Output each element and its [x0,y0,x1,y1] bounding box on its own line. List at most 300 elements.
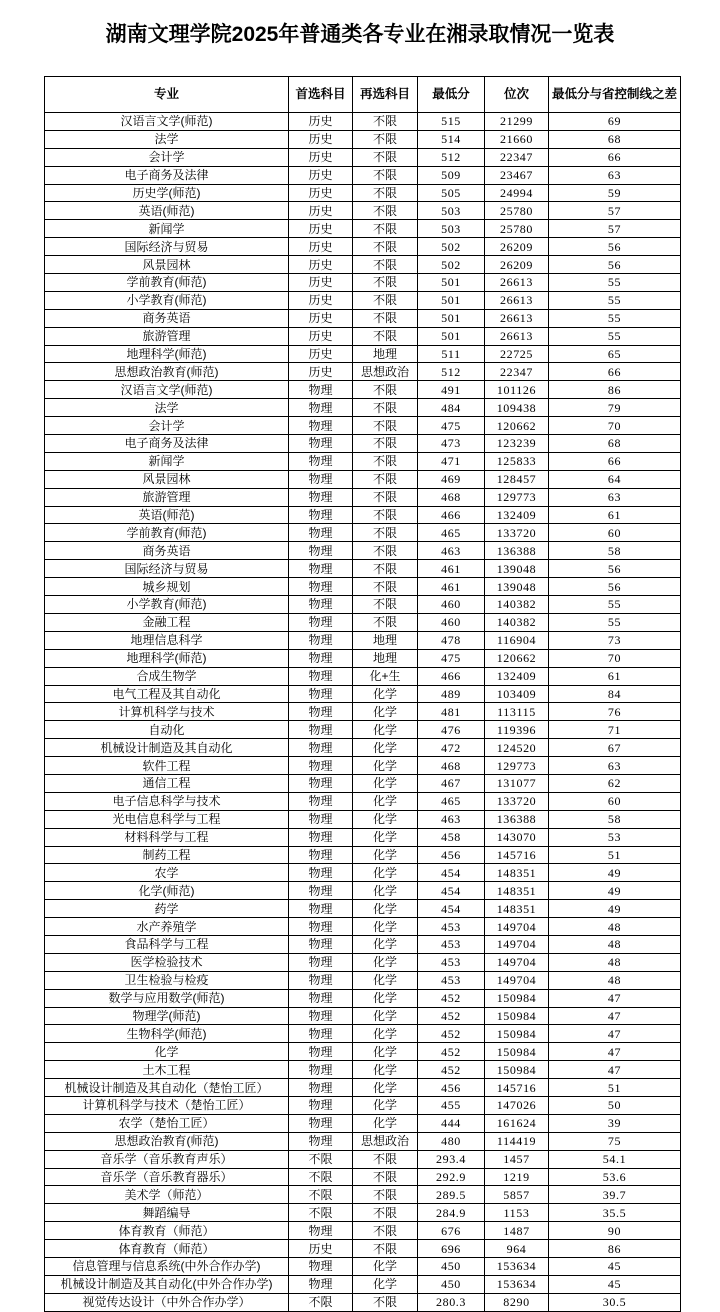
table-header [45,77,681,113]
cell-second-subject: 不限 [353,1150,418,1168]
cell-diff: 47 [549,1025,681,1043]
cell-first-subject: 物理 [289,739,353,757]
cell-second-subject: 化学 [353,846,418,864]
cell-min-score: 696 [418,1240,485,1258]
cell-major: 食品科学与工程 [45,935,289,953]
cell-min-score: 471 [418,452,485,470]
cell-major: 小学教育(师范) [45,291,289,309]
cell-diff: 69 [549,113,681,131]
cell-first-subject: 物理 [289,381,353,399]
table-row [45,291,681,309]
cell-major: 体育教育（师范） [45,1240,289,1258]
cell-first-subject: 物理 [289,649,353,667]
cell-min-score: 456 [418,1079,485,1097]
cell-major: 思想政治教育(师范) [45,363,289,381]
cell-first-subject: 物理 [289,435,353,453]
table-row [45,166,681,184]
table-row [45,935,681,953]
cell-second-subject: 不限 [353,381,418,399]
cell-first-subject: 历史 [289,166,353,184]
column-header-major: 专业 [45,77,289,113]
cell-min-score: 468 [418,488,485,506]
cell-major: 计算机科学与技术 [45,703,289,721]
cell-rank: 150984 [485,1061,549,1079]
cell-diff: 86 [549,381,681,399]
cell-rank: 150984 [485,1025,549,1043]
cell-first-subject: 物理 [289,882,353,900]
cell-rank: 139048 [485,578,549,596]
cell-min-score: 511 [418,345,485,363]
cell-second-subject: 化学 [353,810,418,828]
cell-major: 舞蹈编导 [45,1204,289,1222]
cell-min-score: 454 [418,864,485,882]
cell-min-score: 503 [418,220,485,238]
table-row [45,1186,681,1204]
table-row [45,918,681,936]
cell-major: 机械设计制造及其自动化（楚怡工匠） [45,1079,289,1097]
cell-second-subject: 化学 [353,774,418,792]
cell-major: 旅游管理 [45,488,289,506]
cell-major: 法学 [45,399,289,417]
cell-min-score: 463 [418,542,485,560]
cell-second-subject: 化学 [353,900,418,918]
table-row [45,327,681,345]
admissions-table-container [44,76,680,1312]
cell-second-subject: 不限 [353,488,418,506]
cell-rank: 5857 [485,1186,549,1204]
cell-first-subject: 物理 [289,810,353,828]
cell-first-subject: 物理 [289,864,353,882]
cell-min-score: 460 [418,613,485,631]
cell-second-subject: 思想政治 [353,1132,418,1150]
cell-second-subject: 化学 [353,828,418,846]
table-row [45,560,681,578]
cell-first-subject: 物理 [289,613,353,631]
cell-second-subject: 化学 [353,757,418,775]
column-header-diff: 最低分与省控制线之差 [549,77,681,113]
cell-min-score: 514 [418,130,485,148]
cell-first-subject: 物理 [289,667,353,685]
cell-major: 小学教育(师范) [45,596,289,614]
table-row [45,148,681,166]
cell-second-subject: 化学 [353,1258,418,1276]
table-row [45,542,681,560]
table-row [45,488,681,506]
cell-rank: 964 [485,1240,549,1258]
cell-first-subject: 物理 [289,757,353,775]
cell-rank: 22347 [485,148,549,166]
cell-major: 会计学 [45,417,289,435]
table-row [45,1168,681,1186]
table-row [45,989,681,1007]
cell-rank: 124520 [485,739,549,757]
cell-first-subject: 物理 [289,1132,353,1150]
cell-diff: 63 [549,166,681,184]
cell-first-subject: 历史 [289,309,353,327]
table-row [45,113,681,131]
cell-first-subject: 物理 [289,1079,353,1097]
cell-second-subject: 化学 [353,1043,418,1061]
cell-major: 视觉传达设计（中外合作办学） [45,1293,289,1311]
cell-first-subject: 物理 [289,918,353,936]
cell-rank: 136388 [485,542,549,560]
cell-rank: 26613 [485,327,549,345]
cell-major: 电子商务及法律 [45,435,289,453]
cell-diff: 90 [549,1222,681,1240]
table-row [45,578,681,596]
cell-rank: 153634 [485,1275,549,1293]
cell-first-subject: 物理 [289,828,353,846]
cell-min-score: 676 [418,1222,485,1240]
cell-min-score: 501 [418,274,485,292]
cell-diff: 64 [549,470,681,488]
cell-min-score: 512 [418,148,485,166]
cell-major: 英语(师范) [45,506,289,524]
table-row [45,238,681,256]
cell-rank: 148351 [485,864,549,882]
cell-rank: 21299 [485,113,549,131]
cell-second-subject: 不限 [353,435,418,453]
cell-major: 医学检验技术 [45,953,289,971]
cell-diff: 56 [549,256,681,274]
cell-major: 学前教育(师范) [45,524,289,542]
table-row [45,524,681,542]
table-row [45,1222,681,1240]
cell-diff: 56 [549,238,681,256]
cell-major: 风景园林 [45,470,289,488]
table-row [45,667,681,685]
cell-rank: 129773 [485,757,549,775]
cell-rank: 23467 [485,166,549,184]
cell-diff: 60 [549,524,681,542]
cell-diff: 55 [549,309,681,327]
cell-rank: 149704 [485,971,549,989]
table-row [45,882,681,900]
cell-diff: 55 [549,291,681,309]
cell-rank: 149704 [485,918,549,936]
cell-second-subject: 不限 [353,256,418,274]
cell-rank: 150984 [485,1043,549,1061]
cell-diff: 73 [549,631,681,649]
cell-second-subject: 不限 [353,613,418,631]
cell-diff: 51 [549,1079,681,1097]
cell-second-subject: 化+生 [353,667,418,685]
cell-min-score: 293.4 [418,1150,485,1168]
cell-second-subject: 化学 [353,971,418,989]
cell-diff: 58 [549,542,681,560]
cell-first-subject: 物理 [289,953,353,971]
cell-min-score: 467 [418,774,485,792]
cell-diff: 70 [549,649,681,667]
cell-major: 金融工程 [45,613,289,631]
table-row [45,1204,681,1222]
cell-min-score: 444 [418,1114,485,1132]
cell-first-subject: 物理 [289,1096,353,1114]
cell-min-score: 450 [418,1275,485,1293]
table-row [45,399,681,417]
cell-first-subject: 物理 [289,1222,353,1240]
cell-first-subject: 物理 [289,631,353,649]
cell-first-subject: 历史 [289,238,353,256]
cell-second-subject: 化学 [353,989,418,1007]
cell-major: 音乐学（音乐教育器乐） [45,1168,289,1186]
cell-min-score: 503 [418,202,485,220]
cell-first-subject: 物理 [289,417,353,435]
cell-second-subject: 不限 [353,148,418,166]
cell-second-subject: 化学 [353,1025,418,1043]
cell-first-subject: 历史 [289,256,353,274]
cell-first-subject: 历史 [289,327,353,345]
cell-min-score: 453 [418,935,485,953]
cell-rank: 101126 [485,381,549,399]
cell-first-subject: 物理 [289,506,353,524]
table-row [45,1007,681,1025]
cell-diff: 55 [549,274,681,292]
cell-first-subject: 物理 [289,1114,353,1132]
cell-diff: 35.5 [549,1204,681,1222]
cell-major: 地理科学(师范) [45,345,289,363]
cell-major: 软件工程 [45,757,289,775]
column-header-first-subject: 首选科目 [289,77,353,113]
cell-rank: 140382 [485,613,549,631]
cell-min-score: 465 [418,524,485,542]
cell-min-score: 465 [418,792,485,810]
cell-diff: 68 [549,435,681,453]
column-header-min-score: 最低分 [418,77,485,113]
cell-second-subject: 化学 [353,685,418,703]
cell-rank: 139048 [485,560,549,578]
cell-second-subject: 化学 [353,882,418,900]
cell-diff: 66 [549,363,681,381]
cell-first-subject: 历史 [289,220,353,238]
cell-rank: 145716 [485,1079,549,1097]
cell-second-subject: 不限 [353,1186,418,1204]
cell-min-score: 455 [418,1096,485,1114]
cell-major: 会计学 [45,148,289,166]
cell-min-score: 284.9 [418,1204,485,1222]
cell-diff: 48 [549,935,681,953]
cell-major: 卫生检验与检疫 [45,971,289,989]
cell-major: 土木工程 [45,1061,289,1079]
cell-rank: 128457 [485,470,549,488]
cell-major: 计算机科学与技术（楚怡工匠） [45,1096,289,1114]
table-row [45,703,681,721]
cell-major: 商务英语 [45,542,289,560]
cell-diff: 54.1 [549,1150,681,1168]
cell-diff: 47 [549,1007,681,1025]
cell-rank: 119396 [485,721,549,739]
cell-min-score: 484 [418,399,485,417]
cell-diff: 47 [549,989,681,1007]
cell-rank: 22347 [485,363,549,381]
cell-major: 美术学（师范） [45,1186,289,1204]
cell-first-subject: 物理 [289,1258,353,1276]
cell-rank: 1153 [485,1204,549,1222]
cell-rank: 26613 [485,274,549,292]
cell-second-subject: 化学 [353,721,418,739]
cell-first-subject: 物理 [289,560,353,578]
cell-major: 历史学(师范) [45,184,289,202]
cell-major: 体育教育（师范） [45,1222,289,1240]
cell-first-subject: 历史 [289,345,353,363]
cell-second-subject: 不限 [353,596,418,614]
cell-rank: 113115 [485,703,549,721]
cell-major: 汉语言文学(师范) [45,381,289,399]
cell-min-score: 473 [418,435,485,453]
cell-min-score: 505 [418,184,485,202]
cell-major: 商务英语 [45,309,289,327]
cell-first-subject: 不限 [289,1204,353,1222]
cell-rank: 132409 [485,667,549,685]
cell-first-subject: 物理 [289,1007,353,1025]
cell-min-score: 452 [418,1007,485,1025]
table-row [45,721,681,739]
table-body [45,113,681,1312]
cell-major: 药学 [45,900,289,918]
table-row [45,435,681,453]
table-row [45,1258,681,1276]
cell-rank: 21660 [485,130,549,148]
cell-major: 思想政治教育(师范) [45,1132,289,1150]
table-row [45,685,681,703]
cell-first-subject: 历史 [289,363,353,381]
cell-second-subject: 化学 [353,739,418,757]
cell-second-subject: 不限 [353,238,418,256]
table-row [45,452,681,470]
table-row [45,649,681,667]
cell-first-subject: 物理 [289,1025,353,1043]
cell-first-subject: 不限 [289,1150,353,1168]
cell-second-subject: 不限 [353,470,418,488]
column-header-second-subject: 再选科目 [353,77,418,113]
table-row [45,792,681,810]
cell-second-subject: 不限 [353,309,418,327]
cell-diff: 56 [549,578,681,596]
cell-rank: 147026 [485,1096,549,1114]
table-row [45,953,681,971]
cell-min-score: 458 [418,828,485,846]
cell-major: 化学(师范) [45,882,289,900]
cell-rank: 116904 [485,631,549,649]
table-row [45,1061,681,1079]
table-row [45,202,681,220]
cell-min-score: 280.3 [418,1293,485,1311]
cell-first-subject: 物理 [289,1061,353,1079]
cell-major: 新闻学 [45,220,289,238]
cell-min-score: 454 [418,882,485,900]
table-row [45,1293,681,1311]
cell-min-score: 463 [418,810,485,828]
cell-major: 机械设计制造及其自动化(中外合作办学) [45,1275,289,1293]
cell-first-subject: 物理 [289,703,353,721]
cell-min-score: 480 [418,1132,485,1150]
cell-diff: 58 [549,810,681,828]
cell-rank: 153634 [485,1258,549,1276]
cell-rank: 1219 [485,1168,549,1186]
cell-rank: 125833 [485,452,549,470]
table-row [45,1096,681,1114]
cell-major: 农学 [45,864,289,882]
cell-second-subject: 不限 [353,1168,418,1186]
cell-diff: 49 [549,882,681,900]
cell-rank: 148351 [485,882,549,900]
cell-first-subject: 物理 [289,470,353,488]
cell-major: 国际经济与贸易 [45,560,289,578]
cell-rank: 26613 [485,309,549,327]
cell-major: 地理信息科学 [45,631,289,649]
table-row [45,900,681,918]
cell-major: 农学（楚怡工匠） [45,1114,289,1132]
cell-min-score: 452 [418,1043,485,1061]
cell-diff: 39.7 [549,1186,681,1204]
cell-rank: 120662 [485,417,549,435]
cell-first-subject: 历史 [289,130,353,148]
cell-min-score: 489 [418,685,485,703]
cell-second-subject: 不限 [353,130,418,148]
cell-second-subject: 化学 [353,1007,418,1025]
cell-diff: 45 [549,1258,681,1276]
cell-second-subject: 不限 [353,417,418,435]
cell-diff: 75 [549,1132,681,1150]
cell-second-subject: 不限 [353,399,418,417]
cell-major: 信息管理与信息系统(中外合作办学) [45,1258,289,1276]
cell-min-score: 466 [418,506,485,524]
cell-major: 数学与应用数学(师范) [45,989,289,1007]
cell-diff: 48 [549,953,681,971]
cell-first-subject: 物理 [289,792,353,810]
cell-min-score: 292.9 [418,1168,485,1186]
cell-rank: 114419 [485,1132,549,1150]
cell-diff: 63 [549,488,681,506]
cell-major: 城乡规划 [45,578,289,596]
cell-major: 旅游管理 [45,327,289,345]
cell-first-subject: 历史 [289,113,353,131]
cell-min-score: 515 [418,113,485,131]
cell-first-subject: 物理 [289,1275,353,1293]
table-row [45,1114,681,1132]
cell-min-score: 461 [418,578,485,596]
cell-rank: 25780 [485,220,549,238]
table-row [45,631,681,649]
cell-second-subject: 化学 [353,953,418,971]
cell-second-subject: 化学 [353,918,418,936]
cell-major: 新闻学 [45,452,289,470]
cell-second-subject: 不限 [353,1204,418,1222]
cell-rank: 26613 [485,291,549,309]
cell-min-score: 466 [418,667,485,685]
cell-min-score: 452 [418,1025,485,1043]
cell-rank: 132409 [485,506,549,524]
cell-diff: 65 [549,345,681,363]
cell-rank: 161624 [485,1114,549,1132]
cell-second-subject: 化学 [353,1096,418,1114]
cell-major: 电子商务及法律 [45,166,289,184]
table-row [45,363,681,381]
cell-min-score: 468 [418,757,485,775]
cell-second-subject: 地理 [353,649,418,667]
cell-diff: 61 [549,667,681,685]
cell-min-score: 461 [418,560,485,578]
cell-rank: 131077 [485,774,549,792]
cell-second-subject: 化学 [353,703,418,721]
cell-diff: 86 [549,1240,681,1258]
cell-min-score: 509 [418,166,485,184]
cell-rank: 103409 [485,685,549,703]
cell-diff: 66 [549,148,681,166]
cell-first-subject: 物理 [289,846,353,864]
table-row [45,309,681,327]
cell-diff: 50 [549,1096,681,1114]
